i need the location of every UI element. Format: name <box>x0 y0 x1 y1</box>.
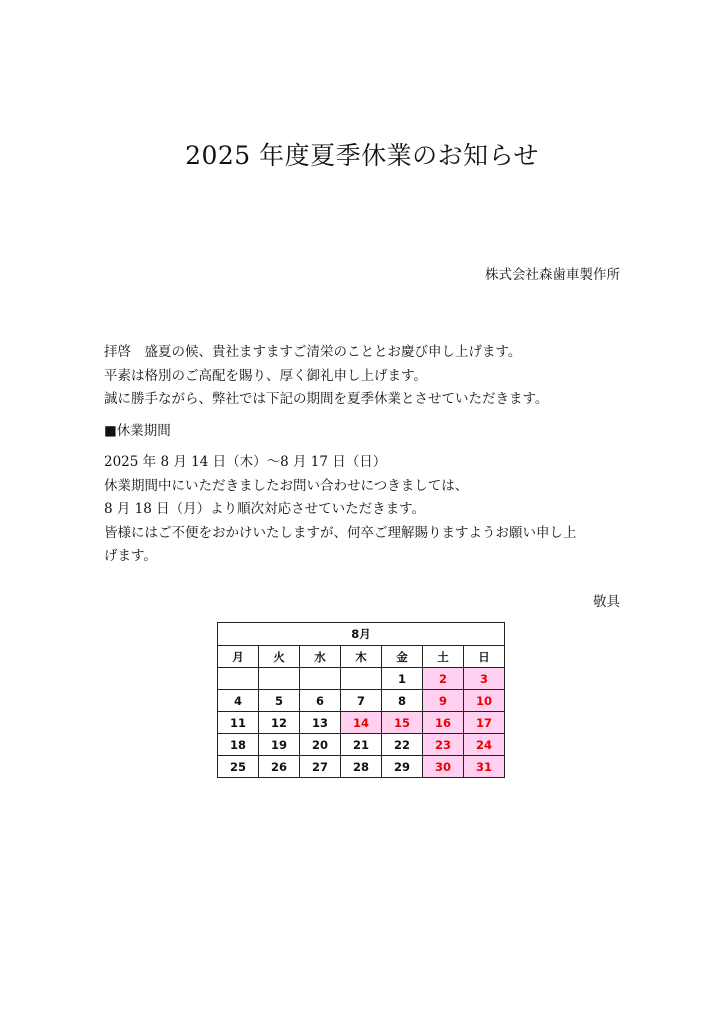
company-name: 株式会社森歯車製作所 <box>485 267 620 283</box>
calendar-day-cell: 4 <box>218 690 259 712</box>
calendar-day-cell: 22 <box>382 734 423 756</box>
calendar-day-cell: 12 <box>259 712 300 734</box>
period-dates: 2025 年 8 月 14 日（木）～8 月 17 日（日） <box>104 454 387 470</box>
weekday-header: 土 <box>423 646 464 668</box>
calendar-day-cell: 13 <box>300 712 341 734</box>
greeting-line-1: 拝啓 盛夏の候、貴社ますますご清栄のこととお慶び申し上げます。 <box>104 344 522 360</box>
calendar-day-cell: 11 <box>218 712 259 734</box>
calendar-day-cell: 2 <box>423 668 464 690</box>
calendar-day-cell: 1 <box>382 668 423 690</box>
calendar-week-row <box>218 734 505 756</box>
weekday-row <box>218 646 505 668</box>
calendar-day-cell: 23 <box>423 734 464 756</box>
greeting-line-2: 平素は格別のご高配を賜り、厚く御礼申し上げます。 <box>104 367 427 384</box>
calendar-day-cell: 9 <box>423 690 464 712</box>
calendar-day-cell: 18 <box>218 734 259 756</box>
calendar-day-cell: 15 <box>382 712 423 734</box>
weekday-header: 火 <box>259 646 300 668</box>
weekday-header: 水 <box>300 646 341 668</box>
calendar-week-row <box>218 690 505 712</box>
weekday-header: 木 <box>341 646 382 668</box>
calendar-day-cell: 10 <box>464 690 505 712</box>
calendar-day-cell: 16 <box>423 712 464 734</box>
calendar-day-cell: 20 <box>300 734 341 756</box>
calendar-day-cell <box>300 668 341 690</box>
calendar-day-cell: 25 <box>218 756 259 778</box>
calendar-month-header: 8月 <box>218 623 505 646</box>
calendar-day-cell: 29 <box>382 756 423 778</box>
calendar-day-cell: 28 <box>341 756 382 778</box>
calendar-day-cell: 14 <box>341 712 382 734</box>
weekday-header: 月 <box>218 646 259 668</box>
calendar-day-cell: 26 <box>259 756 300 778</box>
calendar-day-cell: 8 <box>382 690 423 712</box>
note-line-4: げます。 <box>104 548 157 564</box>
calendar-day-cell: 7 <box>341 690 382 712</box>
weekday-header: 日 <box>464 646 505 668</box>
calendar-day-cell: 5 <box>259 690 300 712</box>
weekday-header: 金 <box>382 646 423 668</box>
period-heading: ■休業期間 <box>104 422 171 439</box>
note-line-3: 皆様にはご不便をおかけいたしますが、何卒ご理解賜りますようお願い申し上 <box>104 524 577 541</box>
note-line-1: 休業期間中にいただきましたお問い合わせにつきましては、 <box>104 477 469 494</box>
greeting-line-3: 誠に勝手ながら、弊社では下記の期間を夏季休業とさせていただきます。 <box>104 391 549 407</box>
calendar-day-cell <box>259 668 300 690</box>
holiday-calendar <box>217 622 505 778</box>
calendar-day-cell: 27 <box>300 756 341 778</box>
note-line-2: 8 月 18 日（月）より順次対応させていただきます。 <box>104 501 426 517</box>
calendar-day-cell: 6 <box>300 690 341 712</box>
calendar-day-cell: 24 <box>464 734 505 756</box>
closing-word: 敬具 <box>593 594 620 610</box>
calendar-day-cell: 17 <box>464 712 505 734</box>
calendar-day-cell: 19 <box>259 734 300 756</box>
calendar-day-cell: 21 <box>341 734 382 756</box>
calendar-day-cell: 3 <box>464 668 505 690</box>
calendar-body <box>218 668 505 778</box>
letter-body <box>104 341 624 569</box>
calendar-week-row <box>218 756 505 778</box>
calendar-day-cell <box>341 668 382 690</box>
calendar-day-cell: 31 <box>464 756 505 778</box>
calendar-day-cell <box>218 668 259 690</box>
calendar-week-row <box>218 712 505 734</box>
page-title: 2025 年度夏季休業のお知らせ <box>185 141 539 170</box>
calendar-day-cell: 30 <box>423 756 464 778</box>
calendar-week-row <box>218 668 505 690</box>
